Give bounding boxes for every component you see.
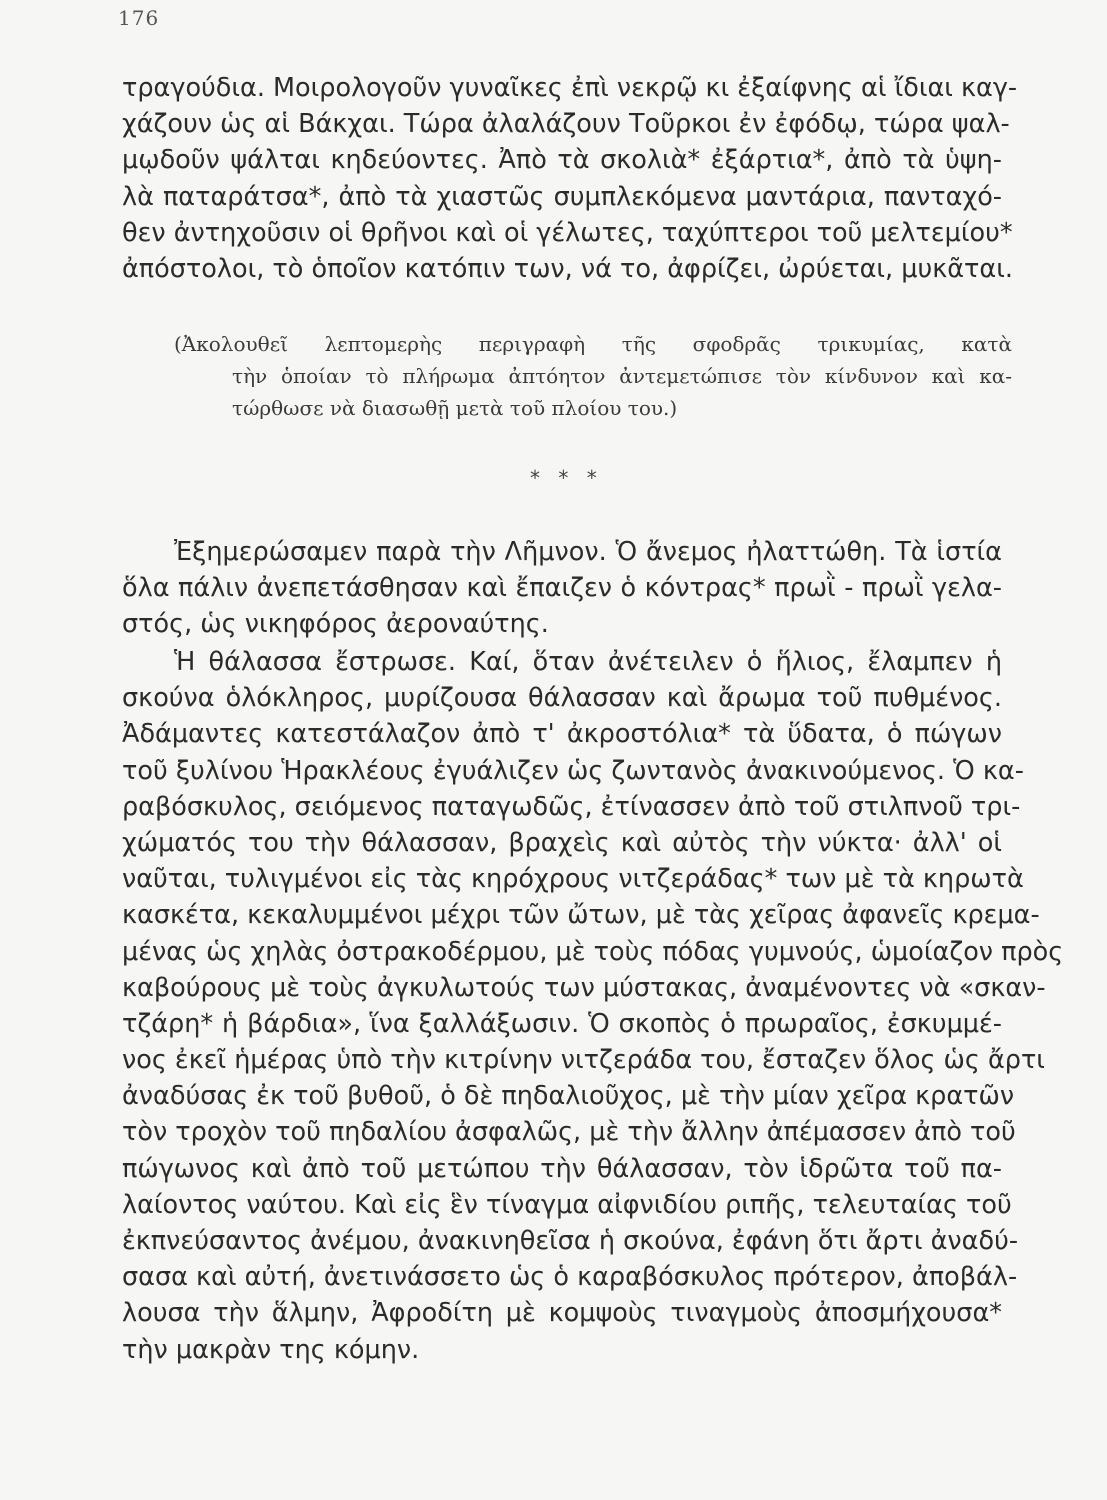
section-separator: * * *: [530, 466, 603, 490]
text-line: τὴν μακρὰν της κόμην.: [122, 1334, 420, 1365]
text-line: ἀναδύσας ἐκ τοῦ βυθοῦ, ὁ δὲ πηδαλιοῦχος, μὲ τὴν μίαν χεῖρα κρατῶν: [122, 1081, 1015, 1112]
text-line: λουσα τὴν ἅλμην, Ἀφροδίτη μὲ κομψοὺς τιναγμοὺς ἀποσμήχουσα*: [122, 1298, 1002, 1329]
text-line: ναῦται, τυλιγμένοι εἰς τὰς κηρόχρους νιτζεράδας* των μὲ τὰ κηρωτὰ: [122, 864, 1024, 895]
note-line: τὴν ὁποίαν τὸ πλήρωμα ἀπτόητον ἀντεμετώπισε τὸν κίνδυνον καὶ κα-: [232, 364, 1012, 388]
text-line: ἀπόστολοι, τὸ ὁποῖον κατόπιν των, νά το, ἀφρίζει, ὠρύεται, μυκᾶται.: [122, 253, 1013, 284]
text-line: τζάρη* ἡ βάρδια», ἵνα ξαλλάξωσιν. Ὁ σκοπὸς ὁ πρωραῖος, ἐσκυμμέ-: [122, 1008, 1002, 1039]
text-line: ἐκπνεύσαντος ἀνέμου, ἀνακινηθεῖσα ἡ σκούνα, ἐφάνη ὅτι ἄρτι ἀναδύ-: [122, 1226, 1019, 1256]
text-line: σασα καὶ αὐτή, ἀνετινάσσετο ὡς ὁ καραβόσκυλος πρότερον, ἀποβάλ-: [122, 1262, 1018, 1293]
paragraph-2: [122, 534, 1002, 643]
note-line: (Ἀκολουθεῖ λεπτομερὴς περιγραφὴ τῆς σφοδρᾶς τρικυμίας, κατὰ: [174, 332, 1012, 356]
text-line: Ἡ θάλασσα ἔστρωσε. Καί, ὅταν ἀνέτειλεν ὁ ἥλιος, ἔλαμπεν ἡ: [174, 647, 1002, 677]
page-number: 176: [118, 6, 160, 30]
text-line: Ἀδάμαντες κατεστάλαζον ἀπὸ τ' ἀκροστόλια* τὰ ὕδατα, ὁ πώγων: [122, 719, 1002, 750]
text-line: χάζουν ὡς αἱ Βάκχαι. Τώρα ἀλαλάζουν Τοῦρκοι ἐν ἐφόδῳ, τώρα ψαλ-: [122, 109, 1010, 140]
text-line: τὸν τροχὸν τοῦ πηδαλίου ἀσφαλῶς, μὲ τὴν ἄλλην ἀπέμασσεν ἀπὸ τοῦ: [122, 1117, 1016, 1148]
text-line: μῳδοῦν ψάλται κηδεύοντες. Ἀπὸ τὰ σκολιὰ* ἐξάρτια*, ἀπὸ τὰ ὑψη-: [122, 145, 1002, 176]
text-line: τοῦ ξυλίνου Ἡρακλέους ἐγυάλιζεν ὡς ζωντανὸς ἀνακινούμενος. Ὁ κα-: [122, 755, 1024, 786]
text-line: νος ἐκεῖ ἡμέρας ὑπὸ τὴν κιτρίνην νιτζεράδα του, ἔσταζεν ὅλος ὡς ἄρτι: [122, 1045, 1045, 1076]
text-line: ὅλα πάλιν ἀνεπετάσθησαν καὶ ἔπαιζεν ὁ κόντρας* πρωῒ - πρωῒ γελα-: [122, 573, 1002, 604]
paragraph-3: [122, 644, 1064, 1368]
text-line: μένας ὡς χηλὰς ὀστρακοδέρμου, μὲ τοὺς πόδας γυμνούς, ὡμοίαζον πρὸς: [122, 936, 1064, 967]
text-line: στός, ὡς νικηφόρος ἀεροναύτης.: [122, 609, 549, 640]
editorial-note: [174, 328, 1012, 424]
text-line: κασκέτα, κεκαλυμμένοι μέχρι τῶν ὤτων, μὲ τὰς χεῖρας ἀφανεῖς κρεμα-: [122, 900, 1040, 931]
note-line: τώρθωσε νὰ διασωθῇ μετὰ τοῦ πλοίου του.): [232, 396, 678, 420]
text-line: τραγούδια. Μοιρολογοῦν γυναῖκες ἐπὶ νεκρῷ κι ἐξαίφνης αἱ ἴδιαι καγ-: [122, 73, 1018, 103]
text-line: λαίοντος ναύτου. Καὶ εἰς ἓν τίναγμα αἰφνιδίου ριπῆς, τελευταίας τοῦ: [122, 1189, 1012, 1220]
text-line: πώγωνος καὶ ἀπὸ τοῦ μετώπου τὴν θάλασσαν, τὸν ἱδρῶτα τοῦ πα-: [122, 1153, 1002, 1184]
text-line: λὰ παταράτσα*, ἀπὸ τὰ χιαστῶς συμπλεκόμενα μαντάρια, πανταχό-: [122, 181, 1002, 212]
text-line: σκούνα ὁλόκληρος, μυρίζουσα θάλασσαν καὶ ἄρωμα τοῦ πυθμένος.: [122, 683, 1002, 714]
paragraph-1: [122, 70, 1018, 287]
text-line: θεν ἀντηχοῦσιν οἱ θρῆνοι καὶ οἱ γέλωτες, ταχύπτεροι τοῦ μελτεμίου*: [122, 217, 1013, 248]
text-line: καβούρους μὲ τοὺς ἀγκυλωτούς των μύστακας, ἀναμένοντες νὰ «σκαν-: [122, 972, 1046, 1003]
text-line: ραβόσκυλος, σειόμενος παταγωδῶς, ἐτίνασσεν ἀπὸ τοῦ στιλπνοῦ τρι-: [122, 791, 1021, 822]
text-line: χώματός του τὴν θάλασσαν, βραχεὶς καὶ αὐτὸς τὴν νύκτα· ἀλλ' οἱ: [122, 827, 1002, 858]
text-line: Ἐξημερώσαμεν παρὰ τὴν Λῆμνον. Ὁ ἄνεμος ἠλαττώθη. Τὰ ἱστία: [174, 537, 1002, 567]
